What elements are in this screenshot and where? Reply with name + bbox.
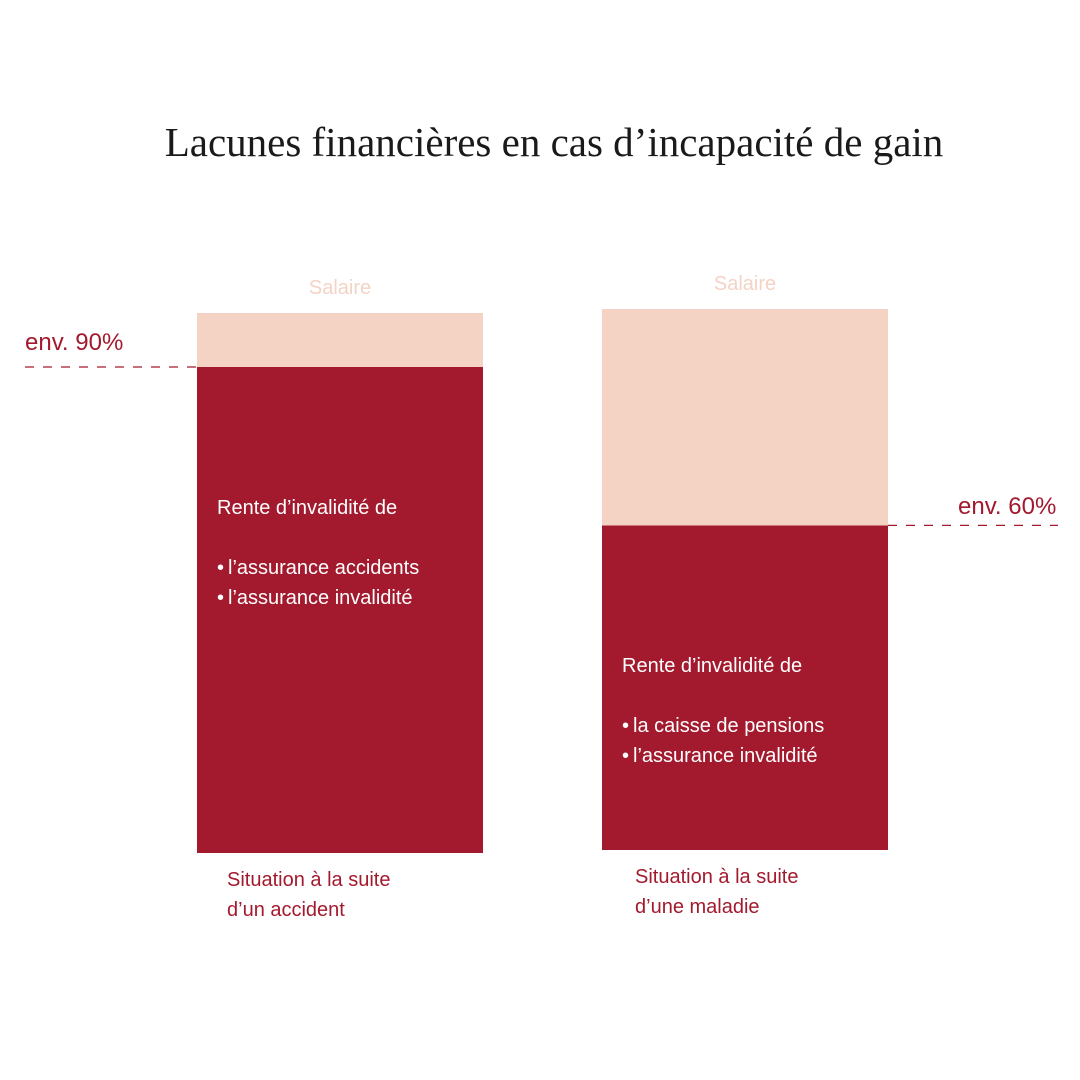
category-label-line: d’une maladie: [635, 896, 760, 918]
annotation-heading: Rente d’invalidité de: [622, 655, 803, 678]
annotation-accident: [217, 493, 419, 613]
bar-salary-accident: [197, 313, 483, 367]
annotation-item: • la caisse de pensions: [622, 711, 824, 741]
category-label-line: Situation à la suite: [635, 866, 799, 888]
category-label-line: d’un accident: [227, 899, 345, 921]
annotation-illness: [622, 651, 824, 771]
threshold-label-illness: env. 60%: [958, 493, 1057, 521]
threshold-label-accident: env. 90%: [25, 329, 124, 356]
category-label-accident: [227, 865, 390, 925]
annotation-list: [217, 553, 419, 613]
salary-label-illness: Salaire: [713, 273, 777, 295]
annotation-item: • l’assurance invalidité: [622, 741, 824, 771]
bar-salary-illness: [602, 309, 888, 525]
category-label-illness: [635, 862, 798, 922]
annotation-list: [622, 711, 824, 771]
annotation-heading: Rente d’invalidité de: [217, 497, 398, 519]
salary-label-accident: Salaire: [308, 277, 372, 299]
annotation-item: • l’assurance accidents: [217, 553, 419, 583]
chart-title: Lacunes financières en cas d’incapacité de gain: [164, 119, 944, 165]
annotation-item: • l’assurance invalidité: [217, 583, 419, 613]
category-label-line: Situation à la suite: [227, 869, 391, 891]
